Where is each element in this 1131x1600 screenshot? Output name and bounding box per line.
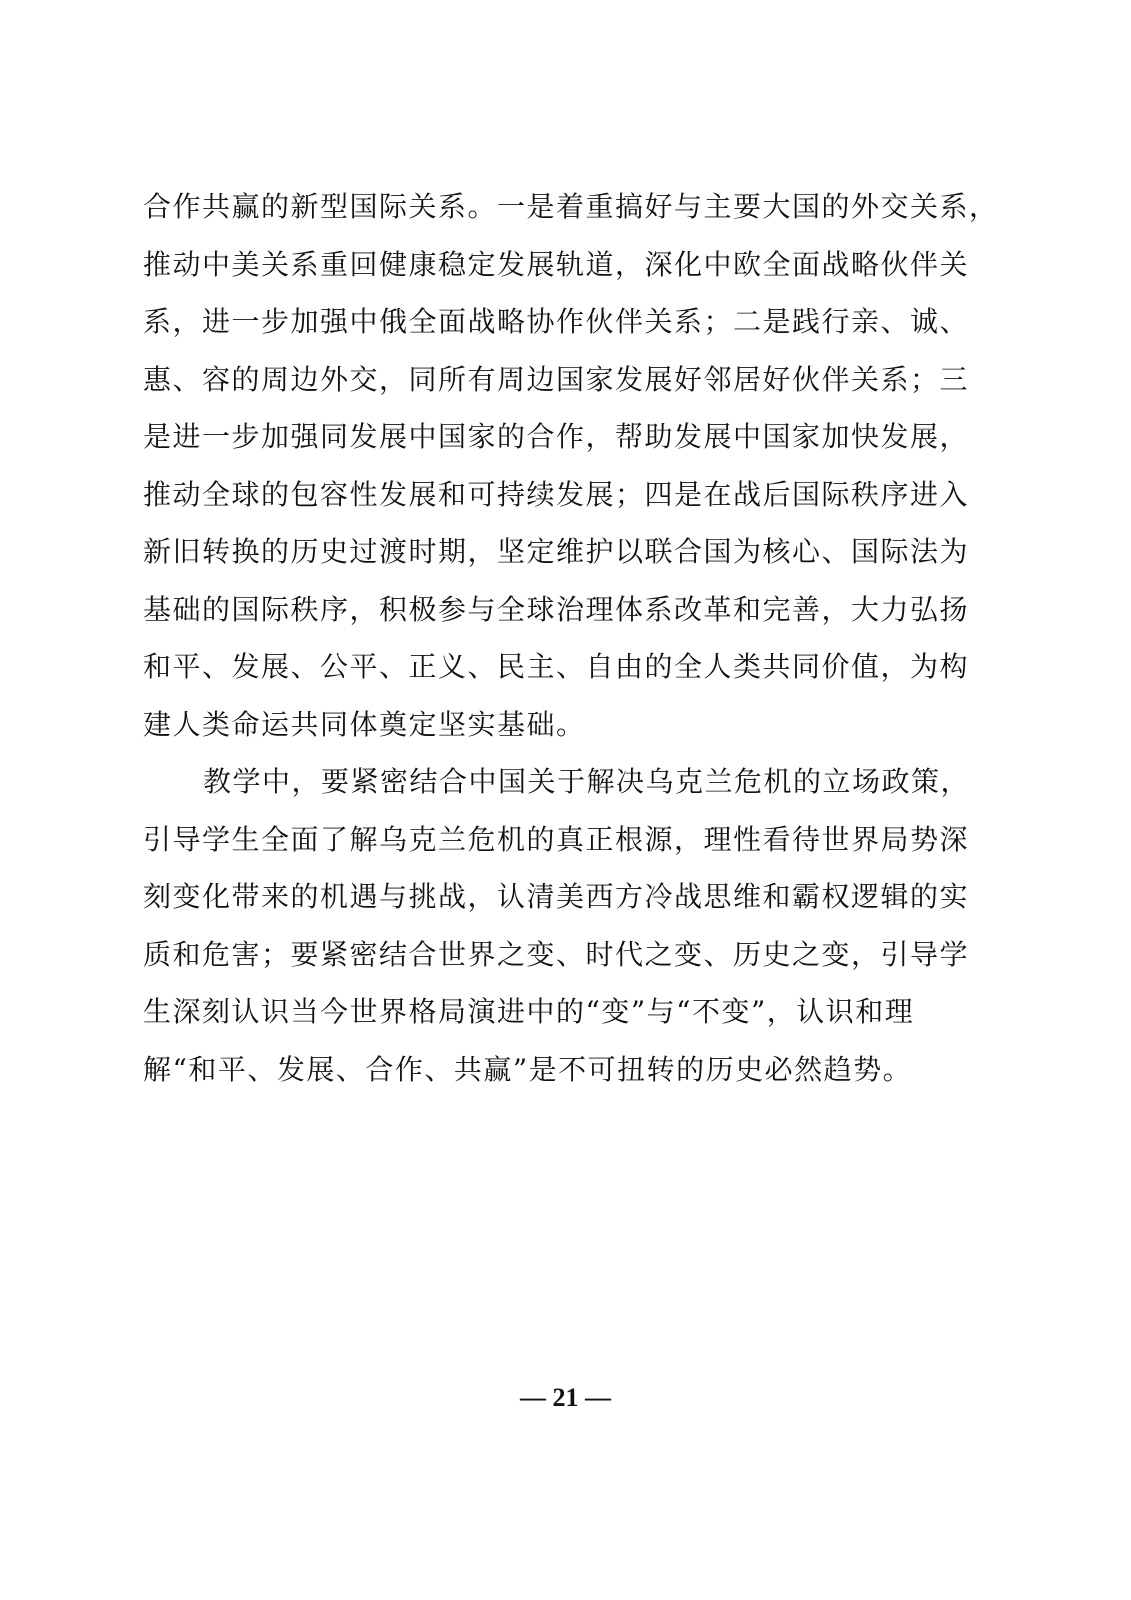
page-number: — 21 — xyxy=(520,1383,611,1412)
text-line: 建人类命运共同体奠定坚实基础。 xyxy=(143,707,586,741)
text-line: 生深刻认识当今世界格局演进中的“变”与“不变”，认识和理 xyxy=(143,995,915,1028)
paragraph-1 xyxy=(143,178,999,753)
paragraph-2 xyxy=(143,753,973,1098)
text-line: 是进一步加强同发展中国家的合作，帮助发展中国家加快发展， xyxy=(143,420,970,453)
text-line: 刻变化带来的机遇与挑战，认清美西方冷战思维和霸权逻辑的实 xyxy=(143,880,970,913)
body-text xyxy=(143,178,999,1098)
text-line: 基础的国际秩序，积极参与全球治理体系改革和完善，大力弘扬 xyxy=(143,592,970,626)
text-line: 系，进一步加强中俄全面战略协作伙伴关系；二是践行亲、诚、 xyxy=(143,305,970,338)
text-line: 教学中，要紧密结合中国关于解决乌克兰危机的立场政策， xyxy=(203,765,971,798)
text-line: 解“和平、发展、合作、共赢”是不可扭转的历史必然趋势。 xyxy=(143,1052,913,1086)
text-line: 和平、发展、公平、正义、民主、自由的全人类共同价值，为构 xyxy=(143,650,970,683)
text-line: 推动全球的包容性发展和可持续发展；四是在战后国际秩序进入 xyxy=(143,477,970,511)
text-line: 质和危害；要紧密结合世界之变、时代之变、历史之变，引导学 xyxy=(143,937,970,971)
text-line: 合作共赢的新型国际关系。一是着重搞好与主要大国的外交关系， xyxy=(143,190,999,223)
text-line: 新旧转换的历史过渡时期，坚定维护以联合国为核心、国际法为 xyxy=(143,535,970,568)
text-line: 推动中美关系重回健康稳定发展轨道，深化中欧全面战略伙伴关 xyxy=(143,247,970,281)
text-line: 引导学生全面了解乌克兰危机的真正根源，理性看待世界局势深 xyxy=(143,822,970,856)
text-line: 惠、容的周边外交，同所有周边国家发展好邻居好伙伴关系；三 xyxy=(143,362,970,396)
